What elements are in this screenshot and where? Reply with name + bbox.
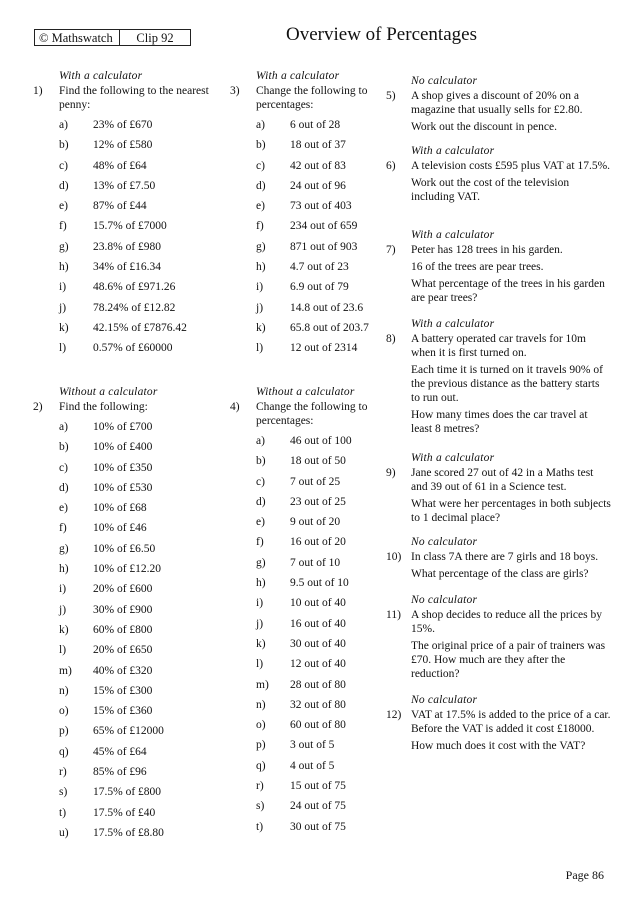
item-label: s) <box>256 800 265 813</box>
question-4 <box>230 386 380 840</box>
item-label: e) <box>59 502 68 515</box>
item-text: 9 out of 20 <box>290 516 341 529</box>
item-text: 32 out of 80 <box>290 698 346 711</box>
item-text: 23% of £670 <box>93 119 153 131</box>
list-item <box>33 684 213 704</box>
question-number: 8) <box>386 333 396 345</box>
item-label: d) <box>256 495 266 508</box>
item-text: 871 out of 903 <box>290 240 358 253</box>
list-item <box>230 698 380 718</box>
item-label: a) <box>59 421 68 433</box>
question-paragraph: The original price of a pair of trainers was £70. How much are they after the reduction? <box>411 640 606 680</box>
question-number: 12) <box>386 709 402 721</box>
list-item <box>230 556 380 576</box>
item-text: 4.7 out of 23 <box>290 261 349 274</box>
item-label: i) <box>59 281 67 294</box>
list-item <box>33 240 213 260</box>
list-item <box>33 321 213 341</box>
list-item <box>230 454 380 474</box>
question-paragraph: Work out the cost of the television including VAT. <box>411 177 570 203</box>
calculator-note: No calculator <box>411 594 478 606</box>
list-item <box>230 596 380 616</box>
calculator-note: With a calculator <box>411 452 495 464</box>
item-text: 20% of £650 <box>93 644 153 657</box>
list-item <box>33 643 213 663</box>
list-item <box>33 199 213 219</box>
list-item <box>33 704 213 724</box>
item-text: 73 out of 403 <box>290 200 352 213</box>
item-label: m) <box>59 664 72 677</box>
list-item <box>33 542 213 562</box>
item-label: g) <box>59 240 69 253</box>
question-11 <box>386 594 611 681</box>
question-text: Jane scored 27 out of 42 in a Maths test and 39 out of 61 in a Science test. <box>411 467 594 493</box>
item-label: c) <box>59 461 68 474</box>
question-heading <box>386 89 611 117</box>
item-text: 42.15% of £7876.42 <box>93 321 187 334</box>
question-paragraph: Work out the discount in pence. <box>411 121 557 133</box>
item-label: k) <box>256 637 266 650</box>
item-label: b) <box>59 139 69 152</box>
item-label: e) <box>256 200 265 213</box>
list-item <box>33 159 213 179</box>
item-label: o) <box>256 719 266 732</box>
item-label: n) <box>59 684 69 697</box>
item-text: 14.8 out of 23.6 <box>290 301 364 314</box>
question-text: In class 7A there are 7 girls and 18 boys. <box>411 551 599 563</box>
item-label: d) <box>256 179 266 192</box>
question-paragraph: 16 of the trees are pear trees. <box>411 261 544 273</box>
question-text: A shop decides to reduce all the prices by 15%. <box>411 609 602 635</box>
list-item <box>33 785 213 805</box>
list-item <box>230 434 380 454</box>
question-1 <box>33 70 213 362</box>
item-label: b) <box>59 441 69 454</box>
list-item <box>33 461 213 481</box>
question-paragraph: What percentage of the class are girls? <box>411 568 589 580</box>
list-item <box>33 603 213 623</box>
question-paragraph: How many times does the car travel at least 8 metres? <box>411 409 588 435</box>
item-label: l) <box>59 342 67 355</box>
list-item <box>230 779 380 799</box>
list-item <box>33 745 213 765</box>
item-label: r) <box>59 766 67 779</box>
item-text: 18 out of 50 <box>290 455 346 468</box>
question-text: Change the following to percentages: <box>256 85 368 111</box>
item-label: e) <box>256 516 265 529</box>
list-item <box>230 240 380 260</box>
item-label: t) <box>59 806 67 819</box>
question-3 <box>230 70 380 362</box>
item-label: n) <box>256 698 266 711</box>
item-text: 10% of £46 <box>93 522 147 535</box>
question-heading <box>386 159 611 173</box>
item-text: 12 out of 40 <box>290 658 346 671</box>
question-heading <box>386 332 611 360</box>
item-text: 30 out of 40 <box>290 637 346 650</box>
question-heading <box>386 708 611 736</box>
calculator-note: No calculator <box>411 694 478 706</box>
list-item <box>33 280 213 300</box>
item-text: 10% of £400 <box>93 441 153 454</box>
item-label: j) <box>256 301 264 314</box>
calculator-note: No calculator <box>411 75 478 87</box>
item-text: 24 out of 75 <box>290 800 346 813</box>
item-label: h) <box>256 261 266 274</box>
item-label: s) <box>59 786 68 799</box>
item-text: 7 out of 10 <box>290 556 341 569</box>
question-heading <box>230 400 380 428</box>
item-text: 42 out of 83 <box>290 159 346 172</box>
item-text: 23.8% of £980 <box>93 240 162 253</box>
item-text: 16 out of 40 <box>290 617 346 630</box>
brand-label: © Mathswatch <box>34 29 120 46</box>
item-text: 10 out of 40 <box>290 597 346 610</box>
calculator-note: With a calculator <box>411 229 495 241</box>
item-label: q) <box>256 759 266 772</box>
item-text: 28 out of 80 <box>290 678 346 691</box>
page-number: Page 86 <box>565 868 604 882</box>
item-label: p) <box>256 739 266 752</box>
item-label: d) <box>59 179 69 192</box>
item-text: 6 out of 28 <box>290 119 341 131</box>
calculator-note: Without a calculator <box>256 386 355 398</box>
item-label: f) <box>256 536 264 549</box>
item-text: 13% of £7.50 <box>93 179 156 192</box>
list-item <box>33 582 213 602</box>
list-item <box>230 321 380 341</box>
item-text: 17.5% of £800 <box>93 786 162 799</box>
question-text: A shop gives a discount of 20% on a magazine that usually sells for £2.80. <box>411 90 583 116</box>
question-text: Find the following to the nearest penny: <box>59 85 209 111</box>
item-text: 0.57% of £60000 <box>93 342 173 355</box>
list-item <box>230 280 380 300</box>
item-text: 12% of £580 <box>93 139 153 152</box>
item-text: 60 out of 80 <box>290 719 346 732</box>
item-text: 10% of £68 <box>93 502 147 515</box>
question-8 <box>386 318 611 436</box>
list-item <box>230 260 380 280</box>
question-heading <box>386 243 611 257</box>
list-item <box>33 440 213 460</box>
item-label: a) <box>256 435 265 447</box>
item-text: 45% of £64 <box>93 745 147 758</box>
item-label: c) <box>256 475 265 488</box>
list-item <box>230 159 380 179</box>
list-item <box>33 260 213 280</box>
item-text: 9.5 out of 10 <box>290 577 349 590</box>
list-item <box>230 759 380 779</box>
list-item <box>230 515 380 535</box>
item-text: 23 out of 25 <box>290 495 346 508</box>
item-text: 15.7% of £7000 <box>93 220 167 233</box>
question-heading <box>230 84 380 112</box>
item-list <box>33 420 213 846</box>
question-text: VAT at 17.5% is added to the price of a car. Before the VAT is added it cost £18000. <box>411 709 611 735</box>
list-item <box>230 799 380 819</box>
item-text: 17.5% of £40 <box>93 806 156 819</box>
item-text: 12 out of 2314 <box>290 342 358 355</box>
item-label: j) <box>256 617 264 630</box>
item-list <box>230 118 380 362</box>
calculator-note: With a calculator <box>411 318 495 330</box>
list-item <box>230 718 380 738</box>
item-text: 15% of £300 <box>93 684 153 697</box>
list-item <box>230 219 380 239</box>
list-item <box>230 199 380 219</box>
item-text: 87% of £44 <box>93 200 147 213</box>
item-label: k) <box>59 321 69 334</box>
item-label: f) <box>256 220 264 233</box>
item-label: m) <box>256 678 269 691</box>
list-item <box>33 724 213 744</box>
item-label: g) <box>256 240 266 253</box>
item-text: 85% of £96 <box>93 766 147 779</box>
question-heading <box>386 550 611 564</box>
question-heading <box>33 84 213 112</box>
question-number: 11) <box>386 609 401 621</box>
question-12 <box>386 694 611 753</box>
item-label: l) <box>59 644 67 657</box>
question-text: Find the following: <box>59 401 148 413</box>
item-label: h) <box>59 261 69 274</box>
list-item <box>33 521 213 541</box>
item-text: 78.24% of £12.82 <box>93 301 176 314</box>
list-item <box>33 664 213 684</box>
item-label: e) <box>59 200 68 213</box>
item-text: 46 out of 100 <box>290 435 352 447</box>
item-list <box>230 434 380 840</box>
item-text: 16 out of 20 <box>290 536 346 549</box>
item-label: k) <box>59 623 69 636</box>
question-paragraph: How much does it cost with the VAT? <box>411 740 586 752</box>
list-item <box>33 765 213 785</box>
question-text: Peter has 128 trees in his garden. <box>411 244 563 256</box>
item-label: d) <box>59 481 69 494</box>
item-text: 65% of £12000 <box>93 725 164 738</box>
item-text: 10% of £700 <box>93 421 153 433</box>
item-text: 10% of £530 <box>93 481 153 494</box>
item-text: 40% of £320 <box>93 664 153 677</box>
question-number: 2) <box>33 401 43 413</box>
list-item <box>33 420 213 440</box>
item-label: a) <box>59 119 68 131</box>
question-heading <box>386 608 611 636</box>
item-text: 4 out of 5 <box>290 759 335 772</box>
item-text: 60% of £800 <box>93 623 153 636</box>
question-heading <box>33 400 213 414</box>
list-item <box>33 481 213 501</box>
item-text: 10% of £12.20 <box>93 563 162 576</box>
list-item <box>33 826 213 846</box>
calculator-note: With a calculator <box>256 70 340 82</box>
list-item <box>33 301 213 321</box>
list-item <box>230 535 380 555</box>
item-list <box>33 118 213 362</box>
item-text: 6.9 out of 79 <box>290 281 349 294</box>
item-label: p) <box>59 725 69 738</box>
calculator-note: No calculator <box>411 536 478 548</box>
item-text: 65.8 out of 203.7 <box>290 321 369 334</box>
item-label: u) <box>59 826 69 839</box>
item-label: r) <box>256 780 264 793</box>
question-text: Change the following to percentages: <box>256 401 368 427</box>
item-label: o) <box>59 705 69 718</box>
list-item <box>33 138 213 158</box>
list-item <box>230 657 380 677</box>
question-number: 9) <box>386 467 396 479</box>
item-text: 17.5% of £8.80 <box>93 826 164 839</box>
list-item <box>230 617 380 637</box>
question-10 <box>386 536 611 581</box>
question-number: 10) <box>386 551 402 563</box>
item-text: 20% of £600 <box>93 583 153 596</box>
list-item <box>230 301 380 321</box>
question-number: 6) <box>386 160 396 172</box>
item-text: 30% of £900 <box>93 603 153 616</box>
list-item <box>230 495 380 515</box>
list-item <box>33 623 213 643</box>
question-number: 5) <box>386 90 396 102</box>
list-item <box>33 501 213 521</box>
item-label: k) <box>256 321 266 334</box>
list-item <box>33 179 213 199</box>
list-item <box>230 678 380 698</box>
item-text: 10% of £6.50 <box>93 542 156 555</box>
calculator-note: With a calculator <box>59 70 143 82</box>
question-5 <box>386 75 611 134</box>
list-item <box>230 341 380 361</box>
item-label: l) <box>256 342 264 355</box>
question-heading <box>386 466 611 494</box>
list-item <box>230 576 380 596</box>
question-9 <box>386 452 611 525</box>
item-label: g) <box>59 542 69 555</box>
item-label: i) <box>59 583 67 596</box>
item-label: a) <box>256 119 265 131</box>
list-item <box>33 219 213 239</box>
item-text: 15 out of 75 <box>290 780 346 793</box>
clip-label: Clip 92 <box>119 29 191 46</box>
question-number: 4) <box>230 401 240 413</box>
item-label: h) <box>59 563 69 576</box>
item-label: j) <box>59 301 67 314</box>
item-text: 7 out of 25 <box>290 475 341 488</box>
question-number: 3) <box>230 85 240 97</box>
question-paragraph: What percentage of the trees in his garden are pear trees? <box>411 278 605 304</box>
list-item <box>230 118 380 138</box>
question-2 <box>33 386 213 846</box>
list-item <box>230 820 380 840</box>
item-label: q) <box>59 745 69 758</box>
question-paragraph: Each time it is turned on it travels 90% of the previous distance as the battery starts to run out. <box>411 364 603 404</box>
item-text: 234 out of 659 <box>290 220 358 233</box>
item-text: 48% of £64 <box>93 159 147 172</box>
item-label: j) <box>59 603 67 616</box>
item-text: 48.6% of £971.26 <box>93 281 176 294</box>
item-label: b) <box>256 139 266 152</box>
question-7 <box>386 229 611 305</box>
question-6 <box>386 145 611 204</box>
item-text: 15% of £360 <box>93 705 153 718</box>
list-item <box>33 562 213 582</box>
calculator-note: With a calculator <box>411 145 495 157</box>
item-text: 34% of £16.34 <box>93 261 162 274</box>
item-text: 30 out of 75 <box>290 820 346 833</box>
question-text: A battery operated car travels for 10m when it is first turned on. <box>411 333 586 359</box>
page-title: Overview of Percentages <box>286 24 477 45</box>
item-text: 18 out of 37 <box>290 139 346 152</box>
item-label: l) <box>256 658 264 671</box>
item-label: g) <box>256 556 266 569</box>
list-item <box>33 806 213 826</box>
item-text: 24 out of 96 <box>290 179 346 192</box>
item-text: 10% of £350 <box>93 461 153 474</box>
question-text: A television costs £595 plus VAT at 17.5%. <box>411 160 611 172</box>
list-item <box>230 637 380 657</box>
item-label: f) <box>59 522 67 535</box>
list-item <box>33 118 213 138</box>
item-label: i) <box>256 597 264 610</box>
item-label: f) <box>59 220 67 233</box>
item-label: b) <box>256 455 266 468</box>
question-number: 7) <box>386 244 396 256</box>
question-number: 1) <box>33 85 43 97</box>
list-item <box>230 738 380 758</box>
item-label: c) <box>256 159 265 172</box>
list-item <box>33 341 213 361</box>
item-text: 3 out of 5 <box>290 739 335 752</box>
item-label: c) <box>59 159 68 172</box>
item-label: i) <box>256 281 264 294</box>
question-paragraph: What were her percentages in both subjects to 1 decimal place? <box>411 498 611 524</box>
item-label: t) <box>256 820 264 833</box>
list-item <box>230 138 380 158</box>
calculator-note: Without a calculator <box>59 386 158 398</box>
item-label: h) <box>256 577 266 590</box>
list-item <box>230 179 380 199</box>
list-item <box>230 475 380 495</box>
